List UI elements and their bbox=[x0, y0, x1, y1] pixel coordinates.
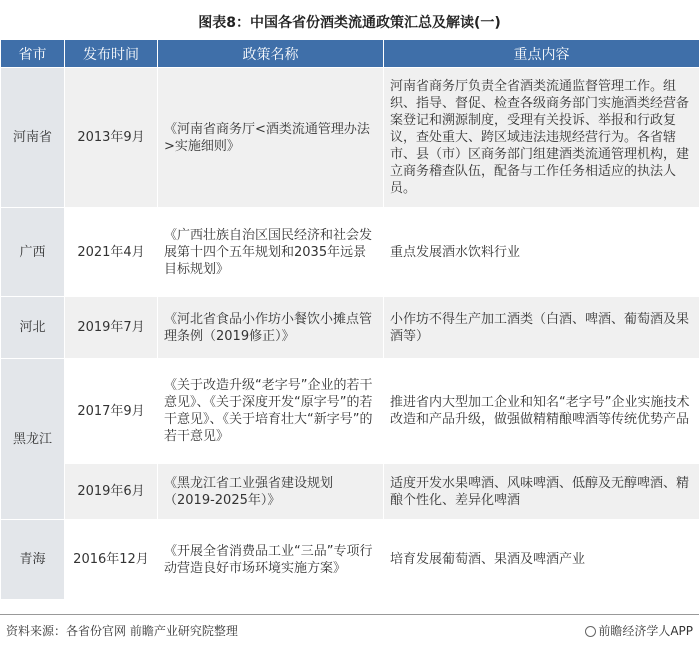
brand-credit bbox=[585, 622, 693, 639]
date-cell: 2021年4月 bbox=[65, 208, 158, 297]
table-row bbox=[1, 464, 699, 520]
province-cell: 青海 bbox=[1, 520, 65, 600]
date-cell: 2019年6月 bbox=[65, 464, 158, 520]
table-row bbox=[1, 208, 699, 297]
content-cell: 重点发展酒水饮料行业 bbox=[384, 208, 699, 297]
province-cell: 广西 bbox=[1, 208, 65, 297]
page-title: 图表8：中国各省份酒类流通政策汇总及解读(一) bbox=[198, 15, 501, 31]
content-cell: 推进省内大型加工企业和知名“老字号”企业实施技术改造和产品升级，做强做精精酿啤酒等传统优势产品 bbox=[384, 359, 699, 464]
date-cell: 2017年9月 bbox=[65, 359, 158, 464]
date-cell: 2019年7月 bbox=[65, 297, 158, 359]
date-cell: 2013年9月 bbox=[65, 68, 158, 208]
column-header-date: 发布时间 bbox=[65, 40, 158, 68]
table-row bbox=[1, 520, 699, 600]
column-header-policy: 政策名称 bbox=[158, 40, 384, 68]
policy-table bbox=[0, 39, 699, 600]
policy-cell: 《广西壮族自治区国民经济和社会发展第十四个五年规划和2035年远景目标规划》 bbox=[158, 208, 384, 297]
footer-divider bbox=[0, 614, 699, 615]
table-header-row bbox=[1, 40, 699, 68]
column-header-content: 重点内容 bbox=[384, 40, 699, 68]
policy-cell: 《黑龙江省工业强省建设规划（2019-2025年）》 bbox=[158, 464, 384, 520]
column-header-province: 省市 bbox=[1, 40, 65, 68]
content-cell: 适度开发水果啤酒、风味啤酒、低醇及无醇啤酒、精酿个性化、差异化啤酒 bbox=[384, 464, 699, 520]
table-row bbox=[1, 297, 699, 359]
policy-cell: 《关于改造升级“老字号”企业的若干意见》、《关于深度开发“原字号”的若干意见》、《关于培育壮大“新字号”的若干意见》 bbox=[158, 359, 384, 464]
table-row bbox=[1, 359, 699, 464]
table-row bbox=[1, 68, 699, 208]
policy-cell: 《河南省商务厅<酒类流通管理办法>实施细则》 bbox=[158, 68, 384, 208]
brand-label: 前瞻经济学人APP bbox=[598, 624, 693, 638]
date-cell: 2016年12月 bbox=[65, 520, 158, 600]
content-cell: 河南省商务厅负责全省酒类流通监督管理工作。组织、指导、督促、检查各级商务部门实施酒类经营备案登记和溯源制度，受理有关投诉、举报和行政复议，查处重大、跨区域违法违规经营行为。各省辖市、县（市）区商务部门组建酒类流通管理机构，建立商务稽查队伍，配备与工作任务相适应的执法人员。 bbox=[384, 68, 699, 208]
province-cell: 河北 bbox=[1, 297, 65, 359]
content-cell: 小作坊不得生产加工酒类（白酒、啤酒、葡萄酒及果酒等） bbox=[384, 297, 699, 359]
policy-cell: 《开展全省消费品工业“三品”专项行动营造良好市场环境实施方案》 bbox=[158, 520, 384, 600]
policy-cell: 《河北省食品小作坊小餐饮小摊点管理条例（2019修正）》 bbox=[158, 297, 384, 359]
province-cell: 黑龙江 bbox=[1, 359, 65, 520]
qianzhan-logo-icon bbox=[585, 626, 596, 637]
content-cell: 培育发展葡萄酒、果酒及啤酒产业 bbox=[384, 520, 699, 600]
province-cell: 河南省 bbox=[1, 68, 65, 208]
source-note: 资料来源：各省份官网 前瞻产业研究院整理 bbox=[6, 624, 238, 638]
